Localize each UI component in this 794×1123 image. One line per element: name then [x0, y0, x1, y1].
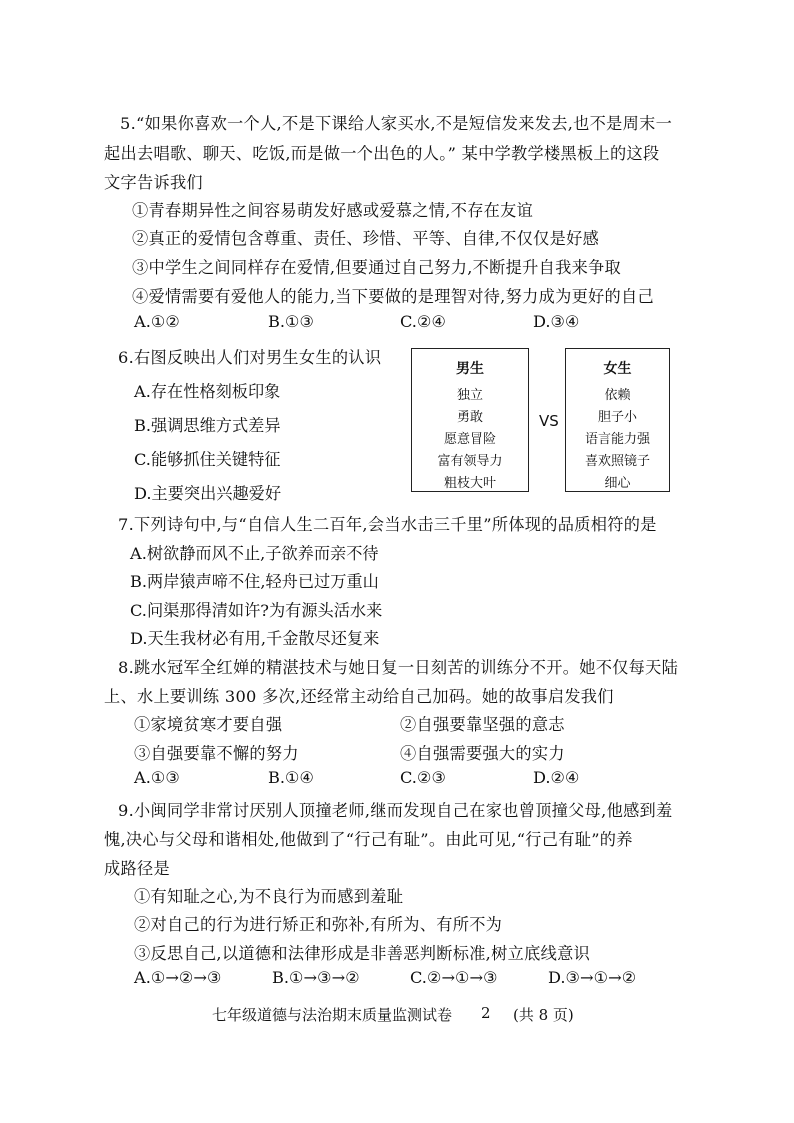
q9-option-d: D.③→①→② — [548, 968, 637, 987]
girls-title: 女生 — [603, 361, 632, 377]
q8-option-c: C.②③ — [400, 768, 446, 787]
q5-stem-line: 文字告诉我们 — [104, 173, 203, 192]
q8-stem-line: 8.跳水冠军全红婵的精湛技术与她日复一日刻苦的训练分不开。她不仅每天陆 — [118, 658, 679, 677]
girls-trait: 胆子小 — [597, 410, 637, 425]
boys-trait: 勇敢 — [456, 410, 483, 425]
total-pages: (共 8 页) — [513, 1006, 574, 1024]
exam-title: 七年级道德与法治期末质量监测试卷 — [212, 1006, 453, 1024]
q8-item: ③自强要靠不懈的努力 — [134, 744, 299, 763]
q9-item: ②对自己的行为进行矫正和弥补,有所为、有所不为 — [134, 915, 503, 934]
q7-option-d: D.天生我材必有用,千金散尽还复来 — [130, 629, 380, 648]
q6-option-a: A.存在性格刻板印象 — [134, 382, 281, 401]
q9-option-b: B.①→③→② — [272, 968, 360, 987]
q8-item: ①家境贫寒才要自强 — [134, 715, 283, 734]
q9-stem-line: 愧,决心与父母和谐相处,他做到了“行己有耻”。由此可见,“行己有耻”的养 — [104, 830, 633, 849]
q9-item: ③反思自己,以道德和法律形成是非善恶判断标准,树立底线意识 — [134, 944, 591, 963]
girls-trait: 语言能力强 — [584, 432, 650, 447]
boys-trait: 独立 — [456, 388, 483, 403]
q9-option-a: A.①→②→③ — [134, 968, 222, 987]
q5-stem-line: 起出去唱歌、聊天、吃饭,而是做一个出色的人。” 某中学教学楼黑板上的这段 — [104, 144, 660, 163]
q6-option-d: D.主要突出兴趣爱好 — [134, 484, 282, 503]
q9-item: ①有知耻之心,为不良行为而感到羞耻 — [134, 887, 404, 906]
boys-trait: 愿意冒险 — [443, 432, 496, 447]
boys-traits-box — [411, 348, 529, 492]
q5-option-d: D.③④ — [533, 312, 580, 331]
q7-stem: 7.下列诗句中,与“自信人生二百年,会当水击三千里”所体现的品质相符的是 — [118, 515, 657, 534]
girls-trait: 喜欢照镜子 — [584, 454, 650, 469]
q6-option-c: C.能够抓住关键特征 — [134, 450, 281, 469]
q5-option-c: C.②④ — [400, 312, 446, 331]
q9-stem-line: 成路径是 — [104, 859, 170, 878]
q6-stem: 6.右图反映出人们对男生女生的认识 — [118, 348, 382, 367]
q5-item: ④爱情需要有爱他人的能力,当下要做的是理智对待,努力成为更好的自己 — [132, 287, 655, 306]
q5-option-a: A.①② — [134, 312, 180, 331]
q8-item: ②自强要靠坚强的意志 — [400, 715, 565, 734]
q5-stem-line: 5.“如果你喜欢一个人,不是下课给人家买水,不是短信发来发去,也不是周末一 — [120, 114, 673, 133]
boys-trait: 富有领导力 — [437, 454, 503, 469]
q7-option-b: B.两岸猿声啼不住,轻舟已过万重山 — [130, 572, 379, 591]
girls-trait: 细心 — [604, 476, 631, 491]
q7-option-a: A.树欲静而风不止,子欲养而亲不待 — [130, 544, 379, 563]
girls-trait: 依赖 — [604, 388, 631, 403]
q5-item: ①青春期异性之间容易萌发好感或爱慕之情,不存在友谊 — [132, 201, 534, 220]
q8-item: ④自强需要强大的实力 — [400, 744, 565, 763]
q8-option-b: B.①④ — [268, 768, 315, 787]
q5-item: ②真正的爱情包含尊重、责任、珍惜、平等、自律,不仅仅是好感 — [132, 229, 600, 248]
q5-option-b: B.①③ — [268, 312, 315, 331]
boys-title: 男生 — [456, 361, 484, 377]
boys-trait: 粗枝大叶 — [443, 476, 496, 491]
q9-stem-line: 9.小闽同学非常讨厌别人顶撞老师,继而发现自己在家也曾顶撞父母,他感到羞 — [118, 801, 673, 820]
q8-option-a: A.①③ — [134, 768, 180, 787]
q8-stem-line: 上、水上要训练 300 多次,还经常主动给自己加码。她的故事启发我们 — [104, 687, 614, 706]
girls-traits-box — [565, 348, 670, 492]
vs-label: VS — [539, 412, 559, 430]
q7-option-c: C.问渠那得清如许?为有源头活水来 — [130, 601, 383, 620]
q8-option-d: D.②④ — [533, 768, 580, 787]
q9-option-c: C.②→①→③ — [410, 968, 498, 987]
page-number: 2 — [481, 1004, 491, 1022]
q6-option-b: B.强调思维方式差异 — [134, 416, 281, 435]
q5-item: ③中学生之间同样存在爱情,但要通过自己努力,不断提升自我来争取 — [132, 258, 622, 277]
